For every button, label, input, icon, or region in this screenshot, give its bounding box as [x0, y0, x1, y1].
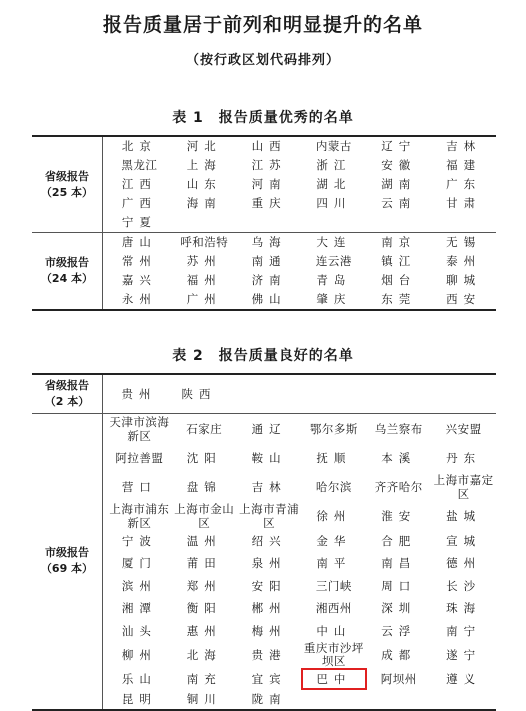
- entry-cell: 南京: [381, 235, 417, 249]
- entry-cell: 重庆: [251, 196, 287, 210]
- entry-cell: 唐山: [121, 235, 157, 249]
- entry-cell: 厦门: [121, 556, 157, 571]
- entry-cell: 安阳: [251, 578, 287, 593]
- entry-cell: 盘锦: [186, 479, 222, 494]
- entry-cell: 山东: [186, 177, 222, 191]
- entry-cell: 莆田: [186, 556, 222, 571]
- entry-cell: 内蒙古: [315, 139, 352, 153]
- table2-city-grid-b: [103, 530, 496, 642]
- table2: [32, 373, 496, 711]
- entry-cell: 南宁: [446, 623, 482, 638]
- entry-cell: 淮安: [381, 508, 417, 523]
- entry-cell: 德州: [446, 556, 482, 571]
- entry-cell: 四川: [316, 196, 352, 210]
- entry-cell: 广州: [186, 292, 222, 306]
- entry-cell: 济南: [251, 273, 287, 287]
- entry-cell: 长沙: [446, 578, 482, 593]
- entry-cell: 兴安盟: [445, 421, 482, 436]
- entry-cell: 上海市浦东新区: [109, 501, 170, 530]
- page-subtitle: （按行政区划代码排列）: [185, 53, 340, 68]
- entry-cell: 甘肃: [446, 196, 482, 210]
- entry-cell: 宜宾: [251, 671, 287, 686]
- entry-cell: [237, 213, 302, 232]
- entry-cell: 浙江: [316, 158, 352, 172]
- entry-cell: 广西: [121, 196, 157, 210]
- entry-cell: 佛山: [251, 292, 287, 306]
- entry-cell: 北海: [186, 647, 222, 662]
- entry-cell: [366, 213, 431, 232]
- entry-cell: 镇江: [381, 254, 417, 268]
- entry-cell: 合肥: [381, 534, 417, 548]
- entry-cell: 辽宁: [381, 139, 417, 153]
- entry-cell: 上海市嘉定区: [433, 472, 494, 501]
- entry-cell: 乐山: [121, 671, 157, 686]
- entry-cell: 福州: [186, 273, 222, 287]
- entry-cell: 贵港: [251, 647, 287, 662]
- entry-cell: 哈尔滨: [315, 479, 352, 494]
- entry-cell: 福建: [446, 158, 482, 172]
- entry-cell: [302, 213, 367, 232]
- entry-cell: 永州: [121, 292, 157, 306]
- entry-cell: 重庆市沙坪坝区: [303, 641, 364, 669]
- entry-cell: 三门峡: [315, 578, 352, 593]
- entry-cell: 乌海: [251, 235, 287, 249]
- table2-city-grid-d: [103, 669, 496, 709]
- entry-cell: 连云港: [315, 254, 352, 268]
- entry-cell: 昆明: [121, 691, 157, 706]
- entry-cell: 深圳: [381, 601, 417, 616]
- entry-cell: 郴州: [251, 601, 287, 616]
- table1-row-label-city: 市级报告 （24 本）: [32, 233, 103, 311]
- table1: [32, 135, 496, 311]
- table2-city-grid-a: [103, 414, 496, 530]
- entry-cell: 遂宁: [446, 647, 482, 662]
- table1-city-grid: [103, 233, 496, 309]
- entry-cell: 海南: [186, 196, 222, 210]
- entry-cell: 黑龙江: [121, 158, 158, 172]
- entry-cell: 南通: [251, 254, 287, 268]
- entry-cell: 苏州: [186, 254, 222, 268]
- entry-cell: 上海: [186, 158, 222, 172]
- entry-cell: 湖南: [381, 177, 417, 191]
- entry-cell: 阿拉善盟: [115, 450, 164, 465]
- entry-cell: 泉州: [251, 556, 287, 571]
- table1-caption: 表 1 报告质量优秀的名单: [172, 110, 354, 126]
- entry-cell: 中山: [316, 623, 352, 638]
- entry-cell: 聊城: [446, 273, 482, 287]
- entry-cell: 本溪: [381, 450, 417, 465]
- table2-city-grid-c: [103, 642, 496, 669]
- entry-cell: 宁夏: [121, 215, 157, 229]
- page-title: 报告质量居于前列和明显提升的名单: [102, 14, 423, 36]
- table2-row-label-city: 市级报告 （69 本）: [32, 414, 103, 710]
- entry-cell: 宣城: [446, 534, 482, 548]
- table2-provincial-list: [103, 375, 496, 413]
- entry-cell: 呼和浩特: [180, 235, 229, 249]
- entry-cell: [366, 689, 431, 709]
- entry-cell: 河北: [186, 139, 222, 153]
- entry-cell: 滨州: [121, 578, 157, 593]
- entry-cell: 贵州: [121, 387, 157, 401]
- entry-cell: [172, 213, 237, 232]
- entry-cell: 广东: [446, 177, 482, 191]
- entry-cell: 通辽: [251, 421, 287, 436]
- entry-cell: 陕西: [181, 387, 217, 401]
- entry-cell: 宁波: [121, 534, 157, 548]
- table2-row-label-provincial: 省级报告 （2 本）: [32, 374, 103, 414]
- entry-cell: 梅州: [251, 623, 287, 638]
- entry-cell: 阿坝州: [380, 671, 417, 686]
- entry-cell: 东莞: [381, 292, 417, 306]
- entry-cell: [302, 689, 367, 709]
- entry-cell: 湘潭: [121, 601, 157, 616]
- entry-cell: 陇南: [251, 691, 287, 706]
- entry-cell: 柳州: [121, 647, 157, 662]
- entry-cell: 周口: [381, 578, 417, 593]
- entry-cell: 西安: [446, 292, 482, 306]
- entry-cell: 鄂尔多斯: [309, 421, 358, 436]
- entry-cell: 湖北: [316, 177, 352, 191]
- entry-cell: 齐齐哈尔: [374, 479, 423, 494]
- table1-provincial-grid: [103, 137, 496, 232]
- entry-cell: [431, 689, 496, 709]
- entry-cell: 鞍山: [251, 450, 287, 465]
- entry-cell: 安徽: [381, 158, 417, 172]
- entry-cell: 吉林: [446, 139, 482, 153]
- entry-cell: 徐州: [316, 508, 352, 523]
- entry-cell: 嘉兴: [121, 273, 157, 287]
- entry-cell: 云南: [381, 196, 417, 210]
- entry-cell: 江苏: [251, 158, 287, 172]
- entry-cell: 营口: [121, 479, 157, 494]
- entry-cell: 无锡: [446, 235, 482, 249]
- entry-cell: 成都: [381, 647, 417, 662]
- entry-cell: 盐城: [446, 508, 482, 523]
- table2-caption: 表 2 报告质量良好的名单: [172, 348, 354, 364]
- entry-cell: 衡阳: [186, 601, 222, 616]
- entry-cell: 汕头: [121, 623, 157, 638]
- entry-cell: 常州: [121, 254, 157, 268]
- entry-cell: 南昌: [381, 556, 417, 571]
- entry-cell: 天津市滨海新区: [109, 414, 170, 443]
- entry-cell: 山西: [251, 139, 287, 153]
- entry-cell: 上海市金山区: [174, 501, 235, 530]
- entry-cell: 乌兰察布: [374, 421, 423, 436]
- entry-cell: 青岛: [316, 273, 352, 287]
- entry-cell: 云浮: [381, 623, 417, 638]
- entry-cell: 南充: [186, 671, 222, 686]
- entry-cell: 惠州: [186, 623, 222, 638]
- entry-cell: 河南: [251, 177, 287, 191]
- highlighted-entry: 巴中: [302, 669, 367, 689]
- entry-cell: 石家庄: [186, 421, 223, 436]
- entry-cell: 江西: [121, 177, 157, 191]
- entry-cell: 上海市青浦区: [239, 501, 300, 530]
- entry-cell: [431, 213, 496, 232]
- entry-cell: 铜川: [186, 691, 222, 706]
- entry-cell: 吉林: [251, 479, 287, 494]
- entry-cell: 温州: [186, 534, 222, 548]
- entry-cell: 南平: [316, 556, 352, 571]
- table1-row-label-provincial: 省级报告 （25 本）: [32, 136, 103, 233]
- entry-cell: 金华: [316, 534, 352, 548]
- entry-cell: 丹东: [446, 450, 482, 465]
- entry-cell: 湘西州: [315, 601, 352, 616]
- entry-cell: 泰州: [446, 254, 482, 268]
- entry-cell: 绍兴: [251, 534, 287, 548]
- entry-cell: 遵义: [446, 671, 482, 686]
- entry-cell: 抚顺: [316, 450, 352, 465]
- entry-cell: 沈阳: [186, 450, 222, 465]
- entry-cell: 肇庆: [316, 292, 352, 306]
- entry-cell: 北京: [121, 139, 157, 153]
- entry-cell: 郑州: [186, 578, 222, 593]
- entry-cell: 大连: [316, 235, 352, 249]
- entry-cell: 烟台: [381, 273, 417, 287]
- entry-cell: 珠海: [446, 601, 482, 616]
